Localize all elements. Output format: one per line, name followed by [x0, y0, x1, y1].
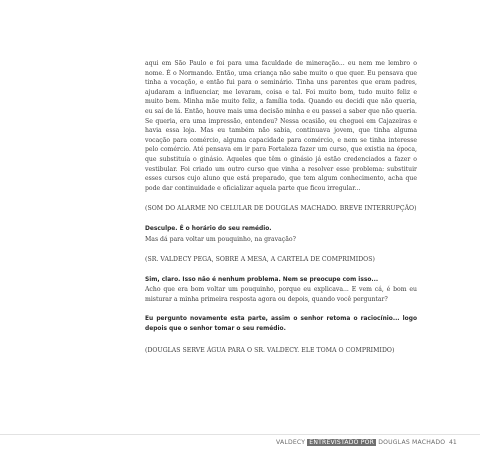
- exchange-2: [145, 276, 417, 305]
- interviewee-answer: Mas dá para voltar um pouquinho, na gravação?: [145, 235, 296, 243]
- footer-highlight: ENTREVISTADO POR: [309, 439, 375, 446]
- exchange-1: [145, 225, 417, 244]
- interviewer-question: Desculpe. É o horário do seu remédio.: [145, 225, 272, 232]
- interviewer-question: Sim, claro. Isso não é nenhum problema. Nem se preocupe com isso...: [145, 276, 379, 283]
- main-paragraph: aqui em São Paulo e foi para uma faculdade de mineração... eu nem me lembro o nome. É o Normando. Então, uma criança não sabe muito o que quer. Eu pensava que tinha a vocação, e então fui para o seminário. Tinha uns parentes que eram padres, ajudaram a influenciar, me levaram, coisa e tal. Foi muito bom, tudo muito feliz e muito bem. Minha mãe muito feliz, a família toda. Quando eu decidi que não queria, eu saí de lá. Então, houve mais uma decisão minha e eu passei a saber que não queria. Se queria, era uma impressão, entendeu? Nessa ocasião, eu cheguei em Cajazeiras e havia essa loja. Mas eu também não sabia, continuava jovem, que tinha alguma vocação para comércio, alguma capacidade para comércio, e nem se tinha interesse pelo comércio. Até pensava em ir para Fortaleza fazer um curso, que existia na época, que substituía o ginásio. Aqueles que têm o ginásio já estão credenciados a fazer o vestibular. Foi criado um outro curso que vinha a resolver esse problema: substituir esses cursos cujo aluno que está preparado, que tem algum conhecimento, acha que pode dar continuidade e oficializar aquela parte que ficou irregular...: [145, 60, 417, 192]
- footer-interviewer: DOUGLAS MACHADO: [378, 439, 446, 446]
- stage-direction-pills: (SR. VALDECY PEGA, SOBRE A MESA, A CARTELA DE COMPRIMIDOS): [145, 256, 375, 264]
- page-number: 41: [449, 439, 457, 446]
- interviewee-answer: Acho que era bom voltar um pouquinho, porque eu explicava... E vem cá, é bom eu misturar a minha primeira resposta agora ou depois, quando você perguntar?: [145, 286, 417, 303]
- footer-name: VALDECY: [276, 439, 306, 446]
- footer-divider: [0, 434, 480, 435]
- stage-direction-water: (DOUGLAS SERVE ÁGUA PARA O SR. VALDECY. ELE TOMA O COMPRIMIDO): [145, 346, 395, 354]
- running-footer: [276, 439, 445, 446]
- stage-direction-alarm: (SOM DO ALARME NO CELULAR DE DOUGLAS MACHADO. BREVE INTERRUPÇÃO): [145, 205, 417, 213]
- text-column: [145, 59, 417, 366]
- interviewer-question: Eu pergunto novamente esta parte, assim o senhor retoma o raciocínio... logo depois que o senhor tomar o seu remédio.: [145, 316, 417, 333]
